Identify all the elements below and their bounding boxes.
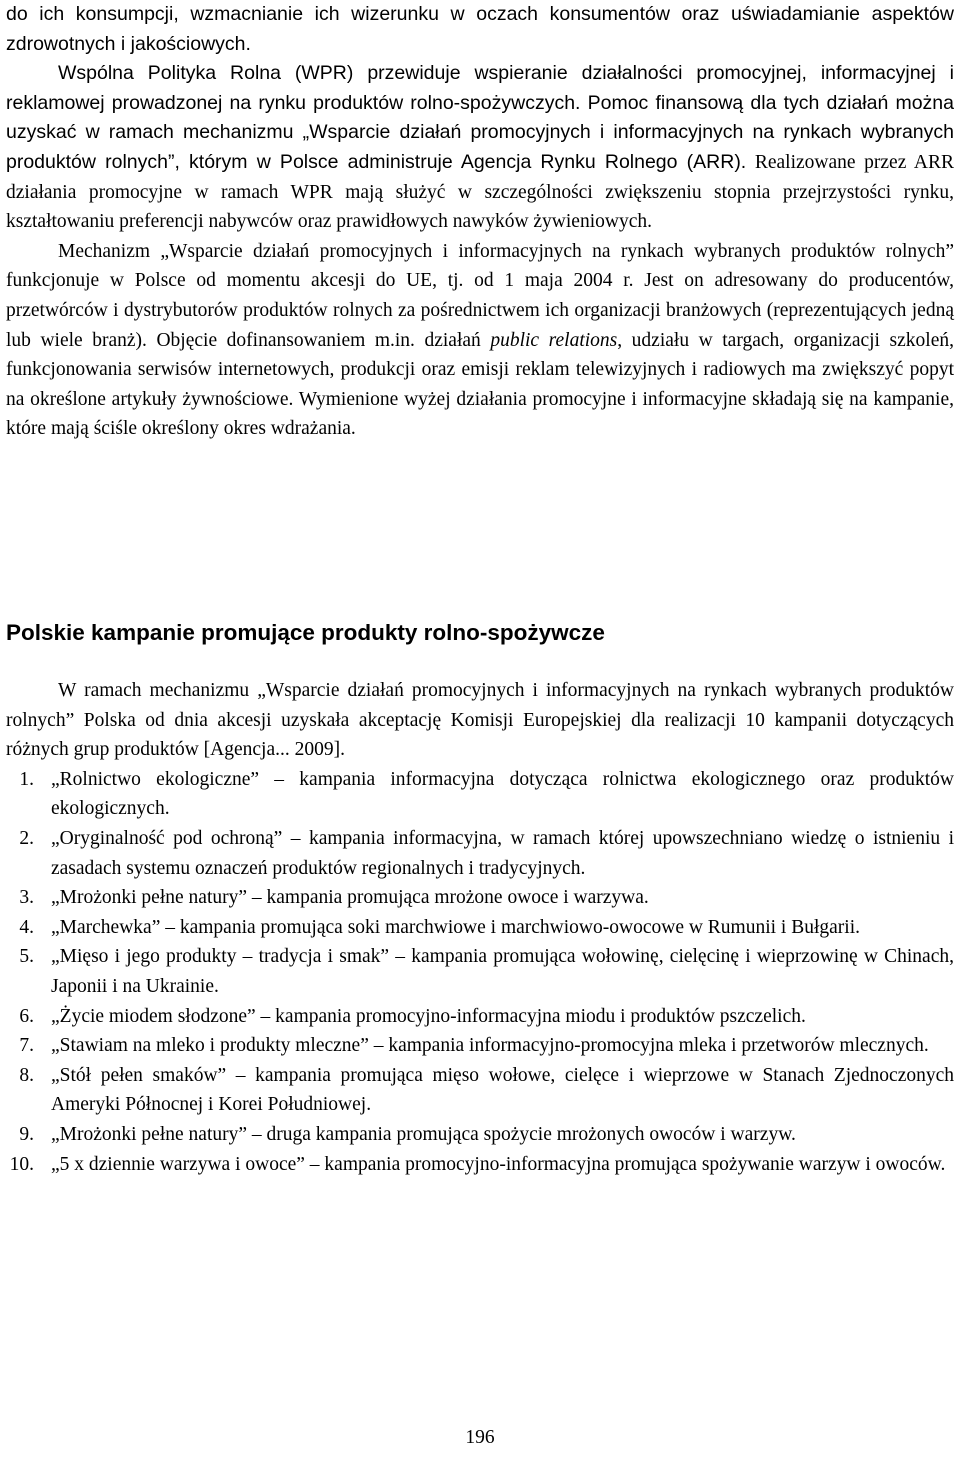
list-item-number: 4. [19, 916, 34, 938]
list-item-number: 6. [19, 1005, 34, 1027]
list-item [6, 1150, 954, 1180]
campaigns-section [6, 676, 954, 1179]
list-item [6, 913, 954, 943]
list-item-text: „Rolnictwo ekologiczne” – kampania informacyjna dotycząca rolnictwa ekologicznego oraz produktów ekologicznych. [51, 768, 954, 820]
list-item [6, 1120, 954, 1150]
intro-paragraph-3 [6, 237, 954, 444]
list-item [6, 765, 954, 824]
list-item [6, 883, 954, 913]
intro-paragraph-2 [6, 59, 954, 237]
list-item-text: „Mrożonki pełne natury” – druga kampania promująca spożycie mrożonych owoców i warzyw. [51, 1123, 796, 1145]
list-item-number: 1. [19, 768, 34, 790]
intro-paragraph-3-text-a: Mechanizm „Wsparcie działań promocyjnych i informacyjnych na rynkach wybranych produktów rolnych” funkcjonuje w Polsce od momentu akcesji do UE, tj. od 1 maja 2004 r. Jest on adresowany do producentów, przetwórców i dystrybutorów produktów rolnych za pośrednictwem ich organizacji branżowych (reprezentujących jedną lub wiele branż). Objęcie dofinansowaniem m.in. działań [6, 240, 954, 351]
intro-section [6, 0, 954, 444]
list-item-text: „Oryginalność pod ochroną” – kampania informacyjna, w ramach której upowszechniano wiedzę o istnieniu i zasadach systemu oznaczeń produktów regionalnych i tradycyjnych. [51, 827, 954, 879]
campaigns-intro-paragraph: W ramach mechanizmu „Wsparcie działań promocyjnych i informacyjnych na rynkach wybranych produktów rolnych” Polska od dnia akcesji uzyskała akceptację Komisji Europejskiej dla realizacji 10 kampanii dotyczących różnych grup produktów [Agencja... 2009]. [6, 680, 954, 761]
list-item-text: „Życie miodem słodzone” – kampania promocyjno-informacyjna miodu i produktów pszczelich. [51, 1005, 806, 1027]
list-item-number: 9. [19, 1123, 34, 1145]
page-number: 196 [465, 1427, 495, 1448]
list-item-number: 10. [9, 1153, 34, 1175]
list-item-text: „Mięso i jego produkty – tradycja i smak” – kampania promująca wołowinę, cielęcinę i wieprzowinę w Chinach, Japonii i na Ukrainie. [51, 946, 954, 997]
list-item-number: 5. [19, 946, 34, 968]
list-item-text: „Stół pełen smaków” – kampania promująca mięso wołowe, cielęce i wieprzowe w Stanach Zjednoczonych Ameryki Północnej i Korei Południowej. [51, 1064, 954, 1116]
list-item-number: 2. [19, 827, 34, 849]
list-item [6, 942, 954, 1001]
section-heading: Polskie kampanie promujące produkty rolno-spożywcze [6, 620, 605, 645]
intro-paragraph-1 [6, 0, 954, 59]
list-item [6, 824, 954, 883]
list-item-text: „Stawiam na mleko i produkty mleczne” – kampania informacyjno-promocyjna mleka i przetworów mlecznych. [51, 1035, 929, 1057]
intro-paragraph-1-text: do ich konsumpcji, wzmacnianie ich wizerunku w oczach konsumentów oraz uświadamianie aspektów zdrowotnych i jakościowych. [6, 3, 954, 55]
list-item [6, 1061, 954, 1120]
list-item-text: „Mrożonki pełne natury” – kampania promująca mrożone owoce i warzywa. [51, 887, 649, 909]
list-item-number: 7. [19, 1035, 34, 1057]
intro-paragraph-2-text-sans: Wspólna Polityka Rolna (WPR) przewiduje wspieranie działalności promocyjnej, informacyjnej i reklamowej prowadzonej na rynku produktów rolno-spożywczych. Pomoc finansową dla tych działań można uzyskać w ramach mechanizmu „Wsparcie działań promocyjnych i informacyjnych na rynkach wybranych produktów rolnych”, którym w Polsce administruje Agencja Rynku Rolnego (ARR). [6, 62, 954, 173]
document-page [6, 0, 954, 1175]
list-item-number: 8. [19, 1064, 34, 1086]
list-item [6, 1002, 954, 1032]
intro-paragraph-3-italic: public relations [490, 329, 618, 351]
list-item-number: 3. [19, 887, 34, 909]
intro-paragraph-3-text-b: , udziału w targach, organizacji szkoleń, funkcjonowania serwisów internetowych, produkcji oraz emisji reklam telewizyjnych i radiowych ma zwiększyć popyt na określone artykuły żywnościowe. Wymienione wyżej działania promocyjne i informacyjne składają się na kampanie, które mają ściśle określony okres wdrażania. [6, 329, 954, 440]
list-item [6, 1031, 954, 1061]
list-item-text: „5 x dziennie warzywa i owoce” – kampania promocyjno-informacyjna promująca spożywanie warzyw i owoców. [51, 1153, 946, 1175]
list-item-text: „Marchewka” – kampania promująca soki marchwiowe i marchwiowo-owocowe w Rumunii i Bułgarii. [51, 916, 861, 938]
campaigns-list [6, 765, 954, 1179]
intro-paragraph-2-text-serif: Realizowane przez ARR działania promocyjne w ramach WPR mają służyć w szczególności zwiększeniu stopnia przejrzystości rynku, kształtowaniu preferencji nabywców oraz prawidłowych nawyków żywieniowych. [6, 151, 954, 233]
